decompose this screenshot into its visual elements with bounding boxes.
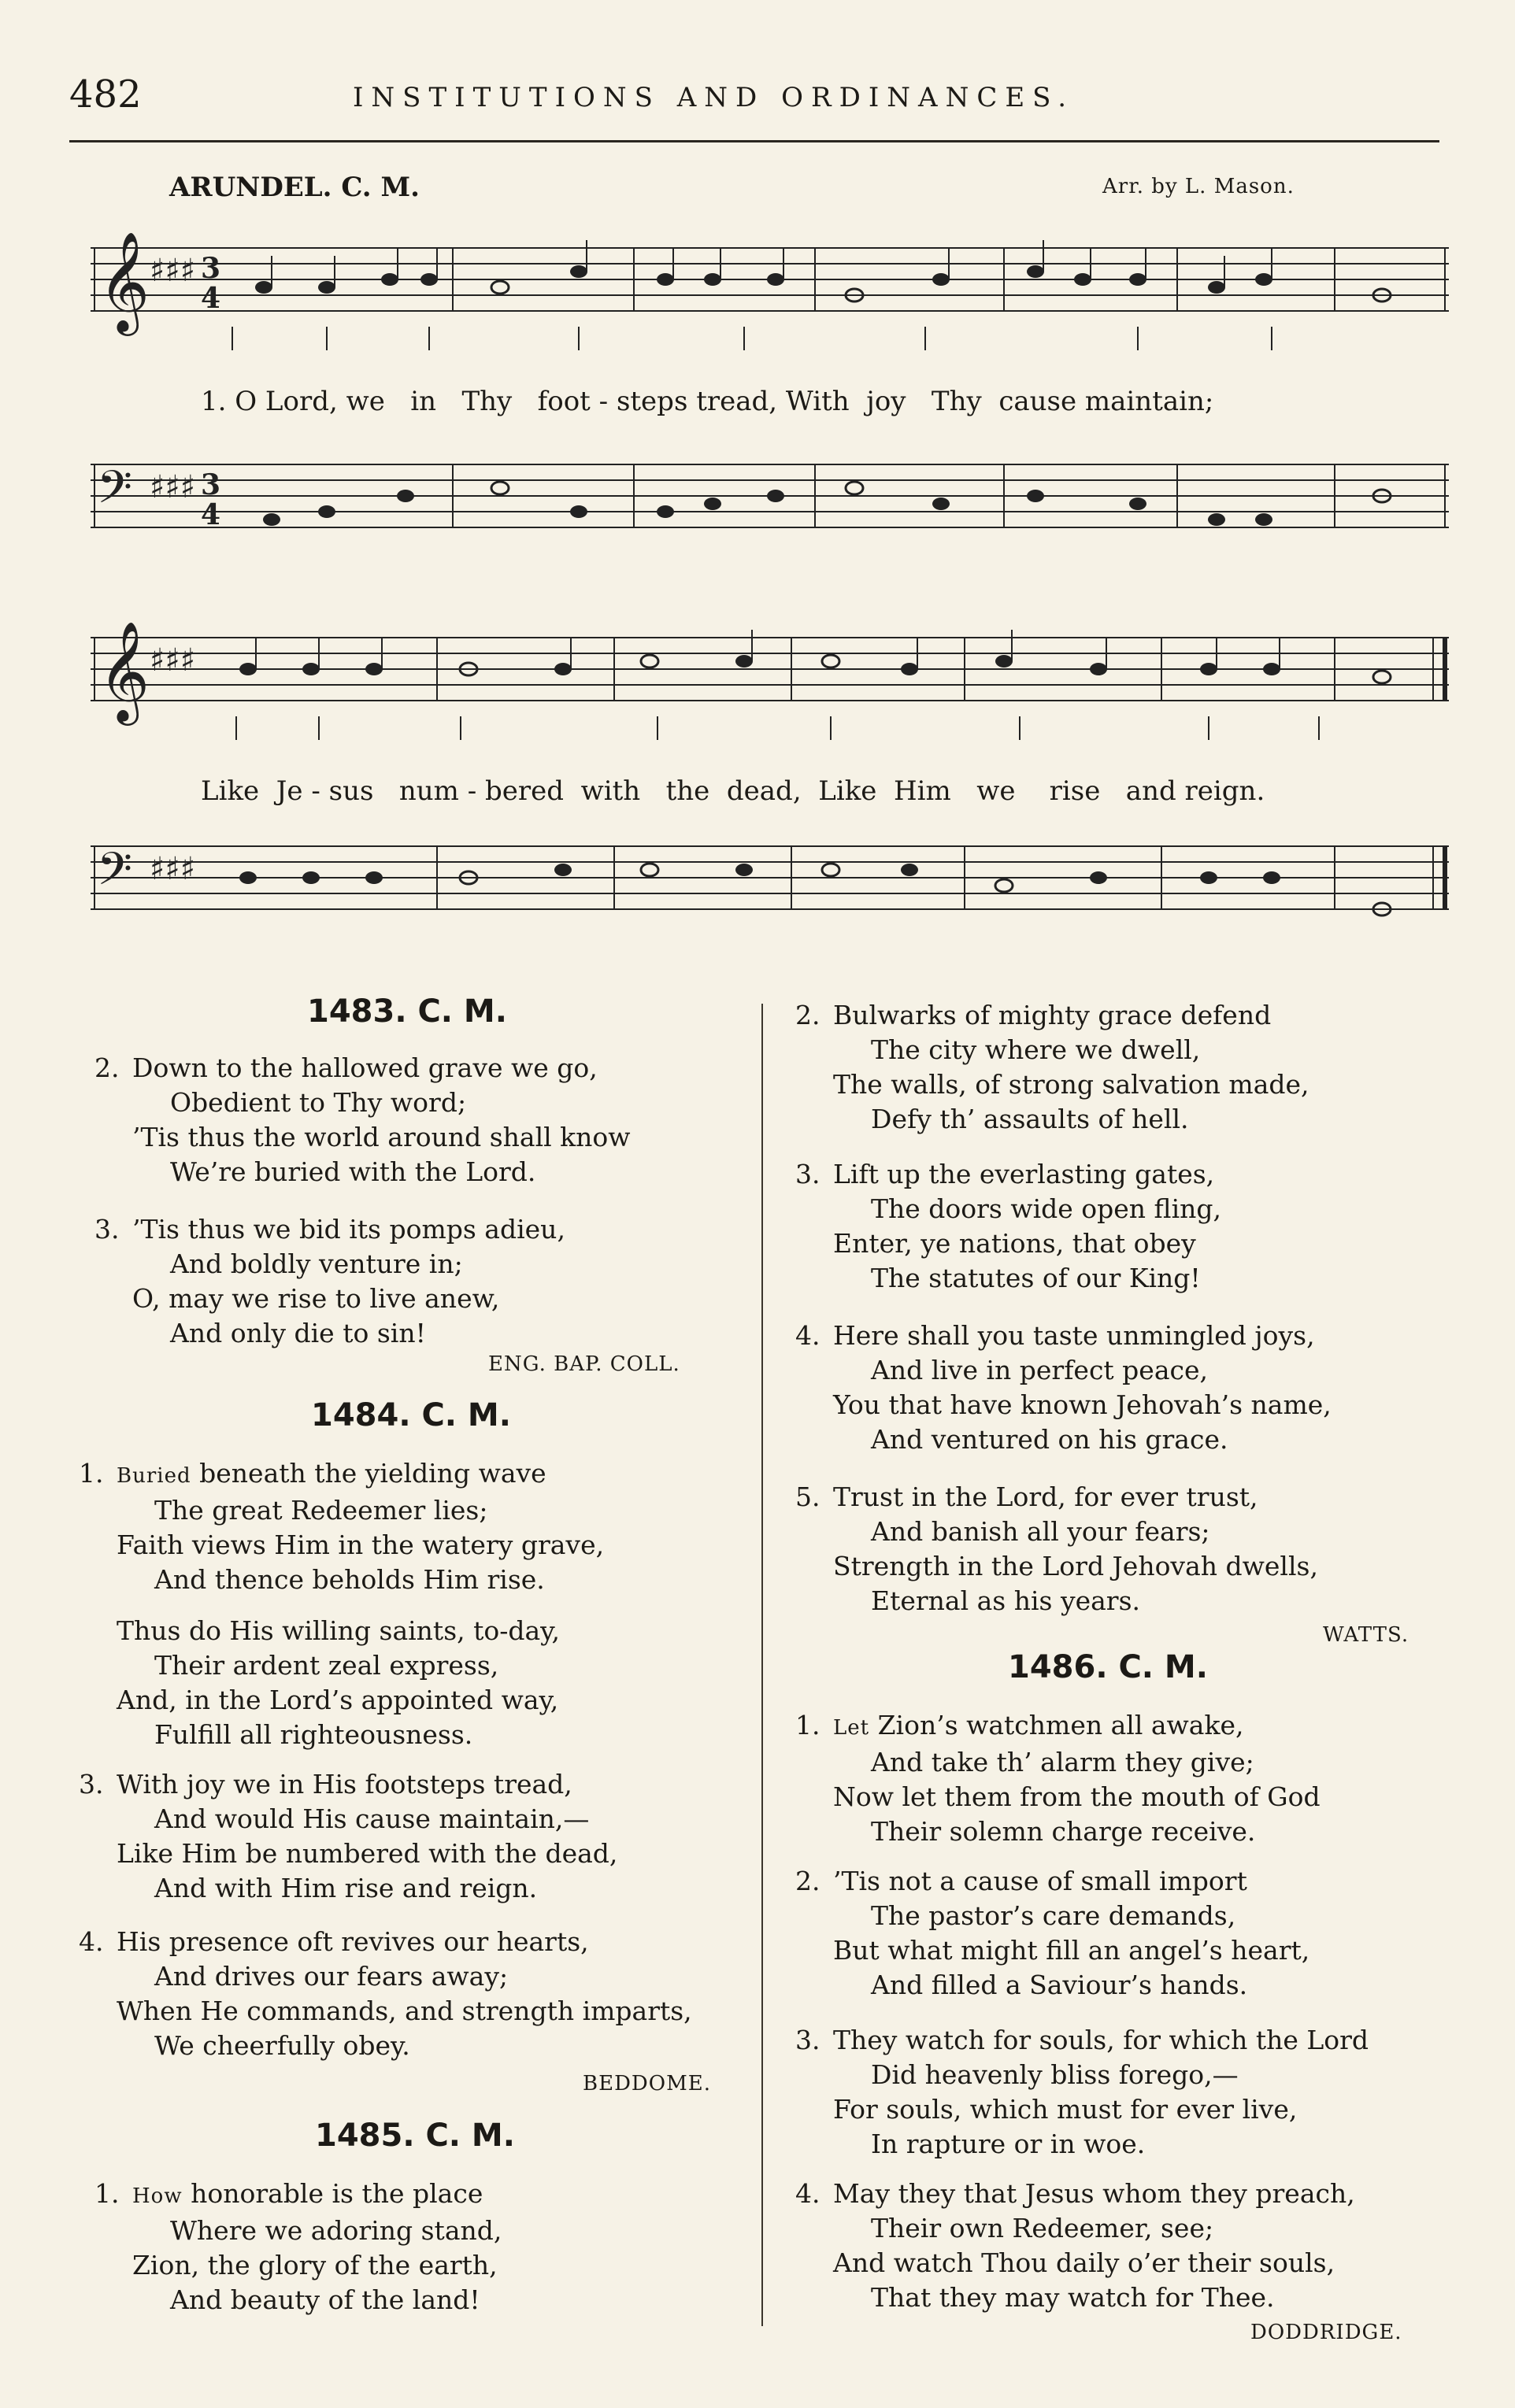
verse-line: O, may we rise to live anew, (132, 1283, 500, 1314)
verse-line: That they may watch for Thee. (871, 2282, 1275, 2313)
verse-line: And live in perfect peace, (871, 1355, 1209, 1385)
verse-line: The walls, of strong salvation made, (833, 1069, 1309, 1100)
verse-line: The doors wide open fling, (871, 1193, 1221, 1224)
hymn-1484-verse-1 (79, 1456, 748, 1597)
svg-text:♯♯♯: ♯♯♯ (150, 851, 196, 887)
verse-line: ’Tis not a cause of small import (833, 1866, 1247, 1896)
verse-line: Strength in the Lord Jehovah dwells, (833, 1551, 1318, 1581)
hymn-1486-verse-1 (795, 1708, 1441, 1849)
verse-line: And take th’ alarm they give; (871, 1747, 1254, 1777)
svg-text:♯♯♯: ♯♯♯ (150, 469, 196, 505)
hymn-1483-verse-3 (94, 1212, 748, 1351)
verse-line (795, 1708, 1441, 1745)
verse-line: Did heavenly bliss forego,— (871, 2059, 1239, 2090)
verse-line: The pastor’s care demands, (871, 1900, 1236, 1931)
column-divider (761, 1004, 763, 2326)
hymn-1484-verse-3 (79, 1767, 748, 1906)
verse-line: And watch Thou daily o’er their souls, (833, 2247, 1335, 2278)
verse-line: With joy we in His footsteps tread, (117, 1769, 572, 1800)
svg-text:♯♯♯: ♯♯♯ (150, 253, 196, 289)
verse-line: The city where we dwell, (871, 1034, 1201, 1065)
verse-number: 1. (79, 1458, 104, 1489)
verse-line: And boldly venture in; (170, 1248, 463, 1279)
verse-line: They watch for souls, for which the Lord (833, 2025, 1369, 2055)
verse-number: 3. (795, 2025, 820, 2055)
svg-text:𝄞: 𝄞 (98, 622, 150, 721)
verse-line: His presence oft revives our hearts, (117, 1926, 589, 1957)
verse-line: Zion, the glory of the earth, (132, 2250, 498, 2280)
verse-line: Where we adoring stand, (170, 2215, 502, 2246)
verse-number: 2. (795, 1866, 820, 1896)
page-header (69, 72, 1439, 128)
verse-line: ’Tis thus we bid its pomps adieu, (132, 1214, 565, 1245)
verse-line: ’Tis thus the world around shall know (132, 1122, 631, 1152)
tune-lyrics-line-1: 1. O Lord, we in Thy foot - steps tread, With joy Thy cause maintain; (201, 386, 1214, 417)
verse-line: Enter, ye nations, that obey (833, 1228, 1196, 1259)
verse-line-rest: Zion’s watchmen all awake, (869, 1710, 1244, 1740)
verse-number: 3. (94, 1214, 120, 1245)
verse-line: Fulfill all righteousness. (154, 1719, 473, 1750)
svg-text:𝄢: 𝄢 (97, 842, 133, 907)
verse-number: 1. (795, 1710, 820, 1740)
verse-line: And drives our fears away; (154, 1961, 509, 1992)
verse-line: Lift up the everlasting gates, (833, 1159, 1215, 1189)
verse-line: And beauty of the land! (170, 2284, 480, 2315)
verse-line: Now let them from the mouth of God (833, 1781, 1321, 1812)
verse-line: Obedient to Thy word; (170, 1087, 467, 1118)
verse-number: 2. (94, 1052, 120, 1083)
hymn-1486-attribution: DODDRIDGE. (1250, 2321, 1402, 2344)
verse-line (79, 1456, 748, 1493)
verse-line: In rapture or in woe. (871, 2129, 1146, 2159)
verse-number: 4. (795, 2178, 820, 2209)
verse-line: And banish all your fears; (871, 1516, 1210, 1547)
hymn-1485-attribution: WATTS. (1323, 1623, 1409, 1647)
hymn-heading-1486: 1486. C. M. (1008, 1649, 1208, 1685)
verse-line: We cheerfully obey. (154, 2030, 410, 2061)
hymn-1486-verse-3 (795, 2023, 1441, 2162)
bass-staff-1 (91, 433, 1449, 551)
verse-line: And with Him rise and reign. (154, 1873, 538, 1903)
bass-staff-2 (91, 815, 1449, 933)
verse-line: Thus do His willing saints, to-day, (117, 1615, 560, 1646)
verse-number: 1. (94, 2178, 120, 2209)
hymn-1485-verse-4 (795, 1319, 1441, 1457)
verse-line: Like Him be numbered with the dead, (117, 1838, 618, 1869)
verse-line: We’re buried with the Lord. (170, 1156, 536, 1187)
first-word-small-caps: How (132, 2184, 183, 2208)
verse-line: Trust in the Lord, for ever trust, (833, 1481, 1258, 1512)
verse-line: Their solemn charge receive. (871, 1816, 1256, 1847)
verse-line: And, in the Lord’s appointed way, (117, 1685, 559, 1715)
svg-text:𝄢: 𝄢 (97, 461, 133, 525)
verse-line: Here shall you taste unmingled joys, (833, 1320, 1315, 1351)
verse-line: Defy th’ assaults of hell. (871, 1104, 1189, 1134)
running-head: INSTITUTIONS AND ORDINANCES. (353, 82, 1075, 113)
first-word-small-caps: Buried (117, 1464, 191, 1488)
treble-staff-1 (91, 232, 1449, 358)
verse-number: 3. (79, 1769, 104, 1800)
tune-arranger: Arr. by L. Mason. (1102, 175, 1295, 198)
verse-line: And only die to sin! (170, 1318, 426, 1348)
header-rule (69, 140, 1439, 142)
verse-line: Their own Redeemer, see; (871, 2213, 1214, 2243)
music-system-1 (91, 220, 1449, 567)
verse-line: For souls, which must for ever live, (833, 2094, 1298, 2125)
verse-line: The great Redeemer lies; (154, 1495, 488, 1526)
tune-title: ARUNDEL. C. M. (169, 172, 420, 203)
svg-text:♯♯♯: ♯♯♯ (150, 642, 196, 679)
verse-number: 3. (795, 1159, 820, 1189)
hymn-1486-verse-4 (795, 2177, 1441, 2315)
hymn-heading-1485: 1485. C. M. (315, 2118, 515, 2154)
hymn-1483-verse-2 (94, 1051, 748, 1189)
verse-line-rest: honorable is the place (182, 2178, 483, 2209)
verse-line: And filled a Saviour’s hands. (871, 1970, 1248, 2000)
hymn-1485-verse-5 (795, 1480, 1441, 1618)
hymn-1483-attribution: ENG. BAP. COLL. (488, 1352, 680, 1376)
hymn-1484-verse-4 (79, 1925, 748, 2063)
svg-text:𝄞: 𝄞 (98, 232, 150, 331)
verse-line: When He commands, and strength imparts, (117, 1996, 692, 2026)
hymn-1485-verse-1 (94, 2177, 748, 2317)
hymn-1486-verse-2 (795, 1864, 1441, 2003)
verse-line: The statutes of our King! (871, 1263, 1201, 1293)
verse-line: Down to the hallowed grave we go, (132, 1052, 598, 1083)
verse-number: 2. (795, 1000, 820, 1030)
hymn-heading-1484: 1484. C. M. (311, 1397, 511, 1433)
first-word-small-caps: Let (833, 1716, 870, 1740)
hymn-1484-verse-2 (79, 1614, 748, 1752)
verse-line: And ventured on his grace. (871, 1424, 1228, 1455)
hymn-1485-verse-2 (795, 998, 1441, 1137)
verse-number: 4. (79, 1926, 104, 1957)
hymn-1484-attribution: BEDDOME. (583, 2072, 711, 2095)
verse-number: 4. (795, 1320, 820, 1351)
tune-lyrics-line-2: Like Je - sus num - bered with the dead, Like Him we rise and reign. (201, 775, 1265, 807)
svg-text:3: 3 (201, 468, 221, 501)
verse-line: And would His cause maintain,— (154, 1803, 590, 1834)
hymn-heading-1483: 1483. C. M. (307, 993, 507, 1030)
verse-line: Faith views Him in the watery grave, (117, 1530, 605, 1560)
verse-line: But what might fill an angel’s heart, (833, 1935, 1310, 1966)
verse-line: Eternal as his years. (871, 1585, 1141, 1616)
verse-line: Their ardent zeal express, (154, 1650, 499, 1681)
hymn-1485-verse-3 (795, 1157, 1441, 1296)
verse-line: Bulwarks of mighty grace defend (833, 1000, 1272, 1030)
svg-text:4: 4 (201, 282, 221, 315)
verse-line-rest: beneath the yielding wave (191, 1458, 546, 1489)
verse-line: You that have known Jehovah’s name, (833, 1389, 1332, 1420)
svg-text:4: 4 (201, 498, 221, 531)
verse-number: 5. (795, 1481, 820, 1512)
page-number: 482 (69, 72, 142, 117)
verse-line (94, 2177, 748, 2214)
svg-text:3: 3 (201, 252, 221, 285)
music-system-2 (91, 610, 1449, 949)
treble-staff-2 (91, 622, 1449, 748)
verse-line: May they that Jesus whom they preach, (833, 2178, 1355, 2209)
verse-line: And thence beholds Him rise. (154, 1564, 545, 1595)
